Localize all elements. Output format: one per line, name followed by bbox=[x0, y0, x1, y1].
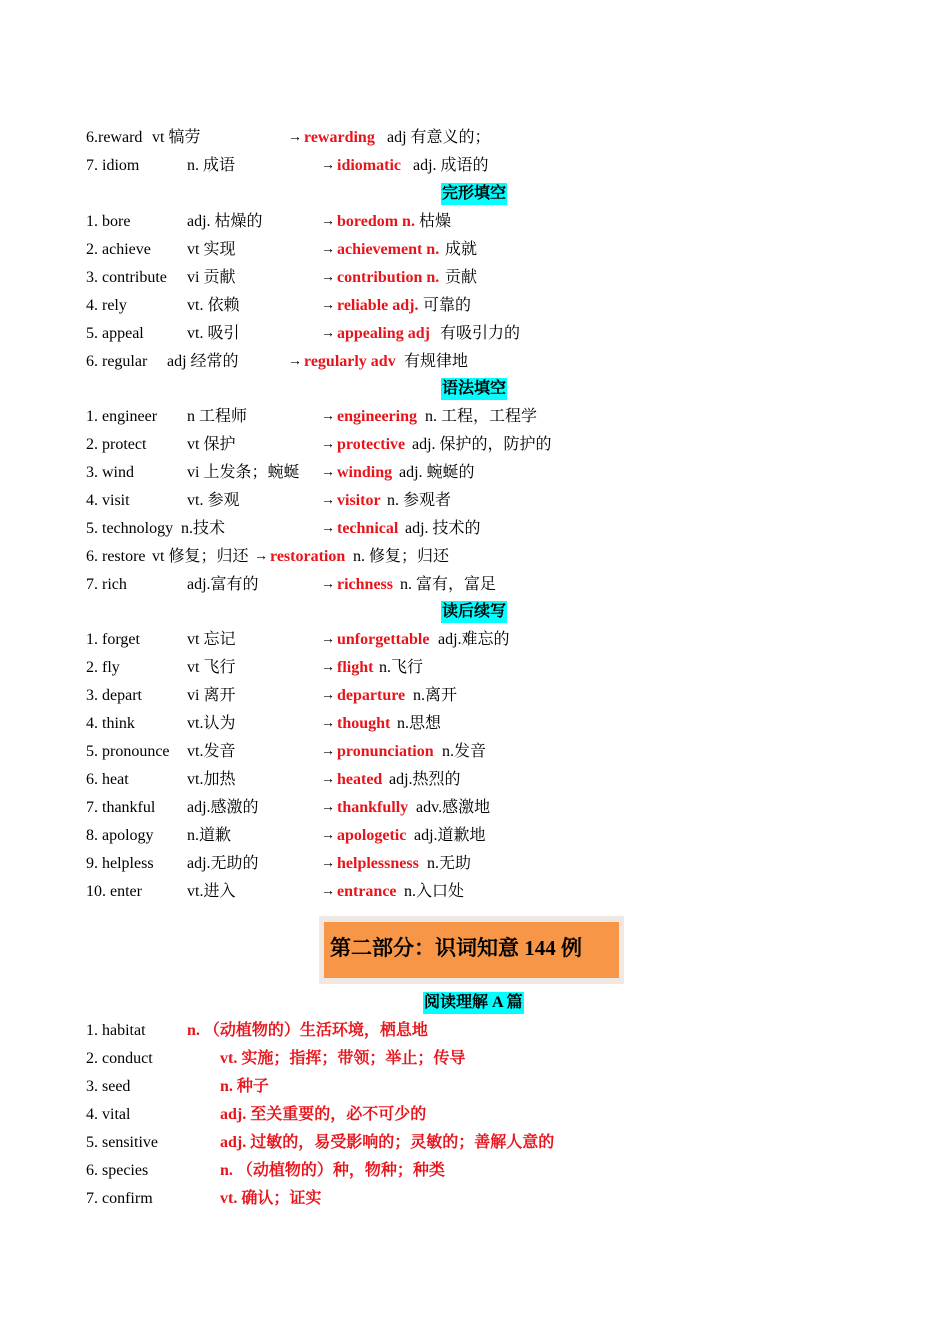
arrow-icon: → bbox=[321, 660, 335, 675]
word: 6.reward bbox=[86, 129, 143, 146]
definition: adj. 过敏的，易受影响的；灵敏的；善解人意的 bbox=[220, 1134, 555, 1151]
word: 7. idiom bbox=[86, 157, 140, 174]
arrow-icon: → bbox=[321, 298, 335, 313]
word: 6. regular bbox=[86, 353, 148, 370]
definition: n. 种子 bbox=[220, 1078, 269, 1095]
section-heading-cloze: 完形填空 bbox=[441, 183, 507, 205]
section-heading-continuation: 读后续写 bbox=[441, 601, 507, 623]
definition: n. （动植物的）种，物种；种类 bbox=[220, 1162, 445, 1179]
part-of-speech: n 工程师 bbox=[187, 408, 248, 425]
word: 5. sensitive bbox=[86, 1134, 158, 1151]
word: 5. appeal bbox=[86, 325, 144, 342]
derived-word: heated bbox=[337, 771, 383, 788]
derived-word: contribution n. bbox=[337, 269, 440, 286]
part-of-speech: vt. 参观 bbox=[187, 492, 240, 509]
derived-word: apologetic bbox=[337, 827, 407, 844]
gloss: 贡献 bbox=[445, 269, 478, 286]
derived-word: idiomatic bbox=[337, 157, 401, 174]
definition: n. （动植物的）生活环境，栖息地 bbox=[187, 1022, 428, 1039]
arrow-icon: → bbox=[321, 158, 335, 173]
derived-word: regularly adv bbox=[304, 353, 396, 370]
gloss: 枯燥 bbox=[419, 213, 452, 230]
gloss: n.离开 bbox=[413, 687, 458, 704]
arrow-icon: → bbox=[321, 856, 335, 871]
arrow-icon: → bbox=[321, 521, 335, 536]
word: 6. restore bbox=[86, 548, 146, 565]
gloss: adj.道歉地 bbox=[414, 827, 486, 844]
arrow-icon: → bbox=[321, 577, 335, 592]
derived-word: unforgettable bbox=[337, 631, 430, 648]
word: 1. bore bbox=[86, 213, 131, 230]
arrow-icon: → bbox=[321, 632, 335, 647]
part-of-speech: adj. 枯燥的 bbox=[187, 213, 263, 230]
part-of-speech: adj.富有的 bbox=[187, 576, 259, 593]
word: 7. rich bbox=[86, 576, 127, 593]
word: 4. vital bbox=[86, 1106, 131, 1123]
part-of-speech: vi 上发条；蜿蜒 bbox=[187, 464, 300, 481]
arrow-icon: → bbox=[321, 688, 335, 703]
word: 6. species bbox=[86, 1162, 149, 1179]
part-of-speech: vt 修复；归还 bbox=[152, 548, 249, 565]
arrow-icon: → bbox=[321, 800, 335, 815]
word: 7. confirm bbox=[86, 1190, 153, 1207]
arrow-icon: → bbox=[321, 744, 335, 759]
word: 1. forget bbox=[86, 631, 140, 648]
arrow-icon: → bbox=[321, 772, 335, 787]
derived-word: boredom n. bbox=[337, 213, 415, 230]
word: 3. depart bbox=[86, 687, 142, 704]
definition: vt. 确认；证实 bbox=[220, 1190, 322, 1207]
word: 5. pronounce bbox=[86, 743, 170, 760]
word: 4. think bbox=[86, 715, 135, 732]
derived-word: departure bbox=[337, 687, 406, 704]
part-of-speech: vt 实现 bbox=[187, 241, 236, 258]
derived-word: reliable adj. bbox=[337, 297, 419, 314]
word: 3. seed bbox=[86, 1078, 131, 1095]
part-of-speech: vt.发音 bbox=[187, 743, 236, 760]
arrow-icon: → bbox=[288, 130, 302, 145]
gloss: adj 有意义的； bbox=[387, 129, 491, 146]
gloss: adj. 成语的 bbox=[413, 157, 489, 174]
part-of-speech: adj.感激的 bbox=[187, 799, 259, 816]
part-two-title: 第二部分：识词知意 144 例 bbox=[330, 936, 582, 960]
word: 7. thankful bbox=[86, 799, 156, 816]
section-heading-reading-a: 阅读理解 A 篇 bbox=[423, 992, 524, 1014]
part-of-speech: n. 成语 bbox=[187, 157, 236, 174]
part-of-speech: vt 忘记 bbox=[187, 631, 236, 648]
arrow-icon: → bbox=[321, 493, 335, 508]
arrow-icon: → bbox=[321, 242, 335, 257]
part-of-speech: vt. 吸引 bbox=[187, 325, 240, 342]
derived-word: winding bbox=[337, 464, 393, 481]
derived-word: richness bbox=[337, 576, 393, 593]
word: 8. apology bbox=[86, 827, 154, 844]
word: 1. habitat bbox=[86, 1022, 146, 1039]
arrow-icon: → bbox=[321, 884, 335, 899]
gloss: n. 参观者 bbox=[387, 492, 452, 509]
gloss: n.发音 bbox=[442, 743, 487, 760]
arrow-icon: → bbox=[288, 354, 302, 369]
arrow-icon: → bbox=[321, 437, 335, 452]
gloss: adj. 技术的 bbox=[405, 520, 481, 537]
word: 3. wind bbox=[86, 464, 134, 481]
arrow-icon: → bbox=[321, 326, 335, 341]
section-heading-grammar: 语法填空 bbox=[441, 378, 507, 400]
part-of-speech: vt.加热 bbox=[187, 771, 236, 788]
gloss: 可靠的 bbox=[423, 297, 472, 314]
derived-word: thought bbox=[337, 715, 391, 732]
gloss: adj. 保护的，防护的 bbox=[412, 436, 552, 453]
arrow-icon: → bbox=[321, 214, 335, 229]
derived-word: engineering bbox=[337, 408, 417, 425]
definition: adj. 至关重要的，必不可少的 bbox=[220, 1106, 427, 1123]
derived-word: visitor bbox=[337, 492, 381, 509]
gloss: 有规律地 bbox=[404, 353, 469, 370]
part-of-speech: n.道歉 bbox=[187, 827, 232, 844]
part-of-speech: vi 贡献 bbox=[187, 269, 236, 286]
word: 3. contribute bbox=[86, 269, 167, 286]
gloss: n. 修复；归还 bbox=[353, 548, 450, 565]
gloss: n.无助 bbox=[427, 855, 472, 872]
word: 4. visit bbox=[86, 492, 130, 509]
derived-word: pronunciation bbox=[337, 743, 434, 760]
derived-word: restoration bbox=[270, 548, 346, 565]
derived-word: flight bbox=[337, 659, 374, 676]
part-of-speech: vt 保护 bbox=[187, 436, 236, 453]
derived-word: achievement n. bbox=[337, 241, 440, 258]
gloss: adj. 蜿蜒的 bbox=[399, 464, 475, 481]
gloss: n. 工程，工程学 bbox=[425, 408, 538, 425]
gloss: n. 富有，富足 bbox=[400, 576, 497, 593]
part-of-speech: vt.进入 bbox=[187, 883, 236, 900]
definition: vt. 实施；指挥；带领；举止；传导 bbox=[220, 1050, 466, 1067]
word: 1. engineer bbox=[86, 408, 158, 425]
word: 2. conduct bbox=[86, 1050, 153, 1067]
word: 10. enter bbox=[86, 883, 142, 900]
arrow-icon: → bbox=[321, 716, 335, 731]
derived-word: helplessness bbox=[337, 855, 419, 872]
arrow-icon: → bbox=[321, 828, 335, 843]
derived-word: entrance bbox=[337, 883, 397, 900]
gloss: adv.感激地 bbox=[416, 799, 491, 816]
part-of-speech: adj.无助的 bbox=[187, 855, 259, 872]
part-two-banner bbox=[319, 916, 624, 984]
word: 5. technology bbox=[86, 520, 174, 537]
gloss: n.入口处 bbox=[404, 883, 465, 900]
derived-word: technical bbox=[337, 520, 399, 537]
gloss: 成就 bbox=[445, 241, 478, 258]
derived-word: rewarding bbox=[304, 129, 375, 146]
arrow-icon: → bbox=[321, 465, 335, 480]
part-of-speech: n.技术 bbox=[181, 520, 226, 537]
part-of-speech: vt. 依赖 bbox=[187, 297, 240, 314]
part-of-speech: vi 离开 bbox=[187, 687, 236, 704]
gloss: n.思想 bbox=[397, 715, 442, 732]
gloss: n.飞行 bbox=[379, 659, 424, 676]
word: 2. protect bbox=[86, 436, 147, 453]
word: 2. fly bbox=[86, 659, 120, 676]
derived-word: appealing adj bbox=[337, 325, 430, 342]
arrow-icon: → bbox=[254, 549, 268, 564]
part-of-speech: adj 经常的 bbox=[167, 353, 239, 370]
derived-word: thankfully bbox=[337, 799, 409, 816]
gloss: adj.难忘的 bbox=[438, 631, 510, 648]
part-of-speech: vt 犒劳 bbox=[152, 129, 201, 146]
part-two-banner-fill bbox=[324, 922, 619, 978]
word: 2. achieve bbox=[86, 241, 151, 258]
word: 9. helpless bbox=[86, 855, 154, 872]
gloss: adj.热烈的 bbox=[389, 771, 461, 788]
arrow-icon: → bbox=[321, 409, 335, 424]
part-of-speech: vt.认为 bbox=[187, 715, 236, 732]
word: 4. rely bbox=[86, 297, 127, 314]
derived-word: protective bbox=[337, 436, 406, 453]
part-of-speech: vt 飞行 bbox=[187, 659, 236, 676]
gloss: 有吸引力的 bbox=[440, 325, 521, 342]
word: 6. heat bbox=[86, 771, 129, 788]
arrow-icon: → bbox=[321, 270, 335, 285]
